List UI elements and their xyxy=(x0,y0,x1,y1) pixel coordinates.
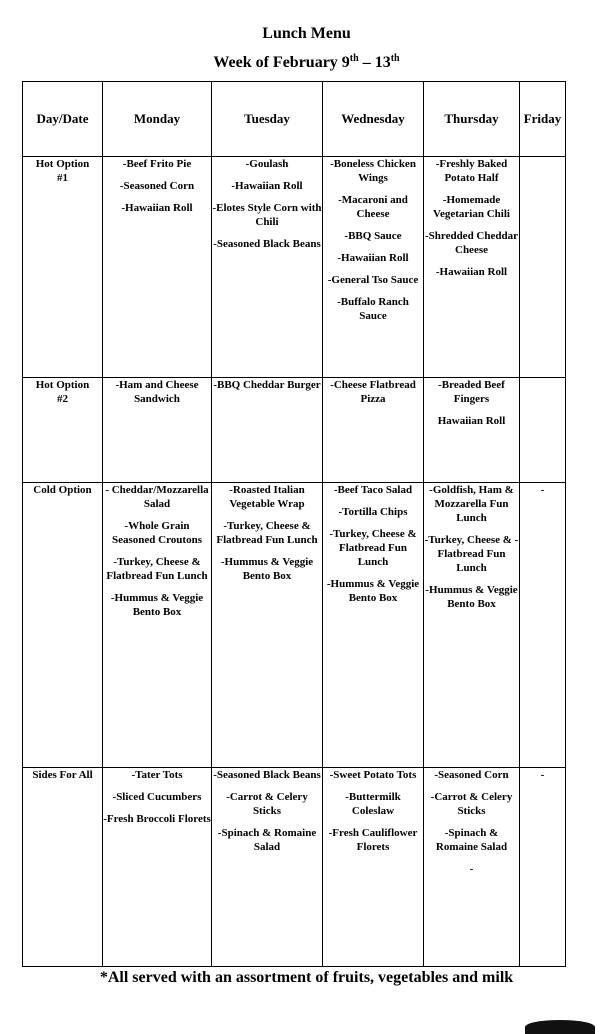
menu-item: Hawaiian Roll xyxy=(437,415,506,427)
menu-item: -Hummus & Veggie Bento Box xyxy=(110,592,204,618)
menu-item: -Beef Frito Pie xyxy=(122,158,192,170)
cold-option-row xyxy=(23,483,566,768)
menu-item: -Sliced Cucumbers xyxy=(112,791,202,803)
hot1-tuesday xyxy=(212,157,323,378)
menu-item: -Goulash xyxy=(245,158,289,170)
hot1-monday xyxy=(103,157,212,378)
subtitle-middle: – 13 xyxy=(358,54,391,71)
menu-item: -Freshly Baked Potato Half xyxy=(435,158,508,184)
menu-item: -Turkey, Cheese & Flatbread Fun Lunch xyxy=(216,520,318,546)
menu-item: -Shredded Cheddar Cheese xyxy=(424,230,518,256)
cold-tuesday xyxy=(212,483,323,768)
menu-item: - xyxy=(540,484,545,496)
hot-option-2-label-line1: Hot Option xyxy=(35,379,90,391)
cold-option-label: Cold Option xyxy=(23,483,103,768)
subtitle-sup-1: th xyxy=(349,53,359,64)
hot-option-1-row xyxy=(23,157,566,378)
menu-item: -Seasoned Black Beans xyxy=(213,769,321,781)
hot2-friday xyxy=(520,378,566,483)
menu-item: -Hawaiian Roll xyxy=(337,252,409,264)
menu-item: -Ham and Cheese Sandwich xyxy=(115,379,199,405)
menu-item: -Hummus & Veggie Bento Box xyxy=(220,556,314,582)
corner-shape xyxy=(525,1020,595,1034)
cold-monday xyxy=(103,483,212,768)
hot-option-1-label-line1: Hot Option xyxy=(35,158,90,170)
menu-item: -BBQ Cheddar Burger xyxy=(213,379,321,391)
hot-option-2-label-line2: #2 xyxy=(57,393,68,405)
menu-item: -Breaded Beef Fingers xyxy=(438,379,505,405)
menu-item: -Hawaiian Roll xyxy=(231,180,303,192)
menu-item: -Spinach & Romaine Salad xyxy=(435,827,508,853)
menu-item: -Spinach & Romaine Salad xyxy=(217,827,317,853)
sides-thursday xyxy=(424,768,520,967)
hot2-wednesday xyxy=(323,378,424,483)
sides-monday xyxy=(103,768,212,967)
menu-item: -Tater Tots xyxy=(131,769,183,781)
menu-week-subtitle xyxy=(0,53,613,73)
menu-item: -Tortilla Chips xyxy=(338,506,408,518)
menu-item: -Seasoned Corn xyxy=(119,180,195,192)
sides-label: Sides For All xyxy=(23,768,103,967)
hot1-friday xyxy=(520,157,566,378)
hot-option-1-label xyxy=(23,157,103,378)
header-thursday: Thursday xyxy=(424,82,520,157)
menu-item: -Fresh Broccoli Florets xyxy=(103,813,211,825)
menu-item: -Turkey, Cheese & Flatbread Fun Lunch xyxy=(106,556,208,582)
menu-item: -Seasoned Corn xyxy=(434,769,509,781)
header-row xyxy=(23,82,566,157)
menu-item: -Macaroni and Cheese xyxy=(338,194,408,220)
menu-item: -Seasoned Black Beans xyxy=(213,238,321,250)
header-day-date: Day/Date xyxy=(23,82,103,157)
subtitle-prefix: Week of February 9 xyxy=(213,54,350,71)
hot-option-2-label xyxy=(23,378,103,483)
menu-item: -Whole Grain Seasoned Croutons xyxy=(112,520,202,546)
hot2-monday xyxy=(103,378,212,483)
menu-item: - xyxy=(540,769,545,781)
menu-item: -Sweet Potato Tots xyxy=(329,769,417,781)
menu-item: -Buffalo Ranch Sauce xyxy=(337,296,409,322)
footer-note: *All served with an assortment of fruits, vegetables and milk xyxy=(99,969,514,986)
sides-wednesday xyxy=(323,768,424,967)
cold-thursday xyxy=(424,483,520,768)
menu-item: -General Tso Sauce xyxy=(327,274,419,286)
menu-item: -BBQ Sauce xyxy=(344,230,402,242)
menu-item: - Cheddar/Mozzarella Salad xyxy=(105,484,209,510)
menu-item: -Goldfish, Ham & Mozzarella Fun Lunch xyxy=(429,484,514,524)
hot1-wednesday xyxy=(323,157,424,378)
header-monday: Monday xyxy=(103,82,212,157)
sides-friday xyxy=(520,768,566,967)
menu-item: -Fresh Cauliflower Florets xyxy=(328,827,418,853)
lunch-menu-table xyxy=(22,81,566,967)
menu-item: -Beef Taco Salad xyxy=(333,484,413,496)
menu-item: -Hawaiian Roll xyxy=(121,202,193,214)
hot2-tuesday xyxy=(212,378,323,483)
cold-friday xyxy=(520,483,566,768)
hot-option-2-row xyxy=(23,378,566,483)
menu-item: -Homemade Vegetarian Chili xyxy=(433,194,510,220)
sides-tuesday xyxy=(212,768,323,967)
header-tuesday: Tuesday xyxy=(212,82,323,157)
header-friday: Friday xyxy=(520,82,566,157)
header-wednesday: Wednesday xyxy=(323,82,424,157)
hot2-thursday xyxy=(424,378,520,483)
sides-row xyxy=(23,768,566,967)
menu-item: -Turkey, Cheese & -Flatbread Fun Lunch xyxy=(424,534,519,574)
menu-item: -Cheese Flatbread Pizza xyxy=(330,379,416,405)
menu-item: -Carrot & Celery Sticks xyxy=(226,791,308,817)
subtitle-sup-2: th xyxy=(390,53,400,64)
menu-item: -Hummus & Veggie Bento Box xyxy=(326,578,420,604)
menu-item: -Buttermilk Coleslaw xyxy=(345,791,401,817)
hot1-thursday xyxy=(424,157,520,378)
menu-item: - xyxy=(469,863,474,875)
menu-item: -Hummus & Veggie Bento Box xyxy=(425,584,518,610)
menu-item: -Boneless Chicken Wings xyxy=(330,158,416,184)
menu-item: -Turkey, Cheese & Flatbread Fun Lunch xyxy=(329,528,417,568)
menu-item: -Roasted Italian Vegetable Wrap xyxy=(229,484,305,510)
hot-option-1-label-line2: #1 xyxy=(57,172,68,184)
menu-item: -Elotes Style Corn with Chili xyxy=(212,202,322,228)
menu-item: -Hawaiian Roll xyxy=(435,266,508,278)
menu-title: Lunch Menu xyxy=(262,25,351,42)
menu-item: -Carrot & Celery Sticks xyxy=(430,791,513,817)
cold-wednesday xyxy=(323,483,424,768)
